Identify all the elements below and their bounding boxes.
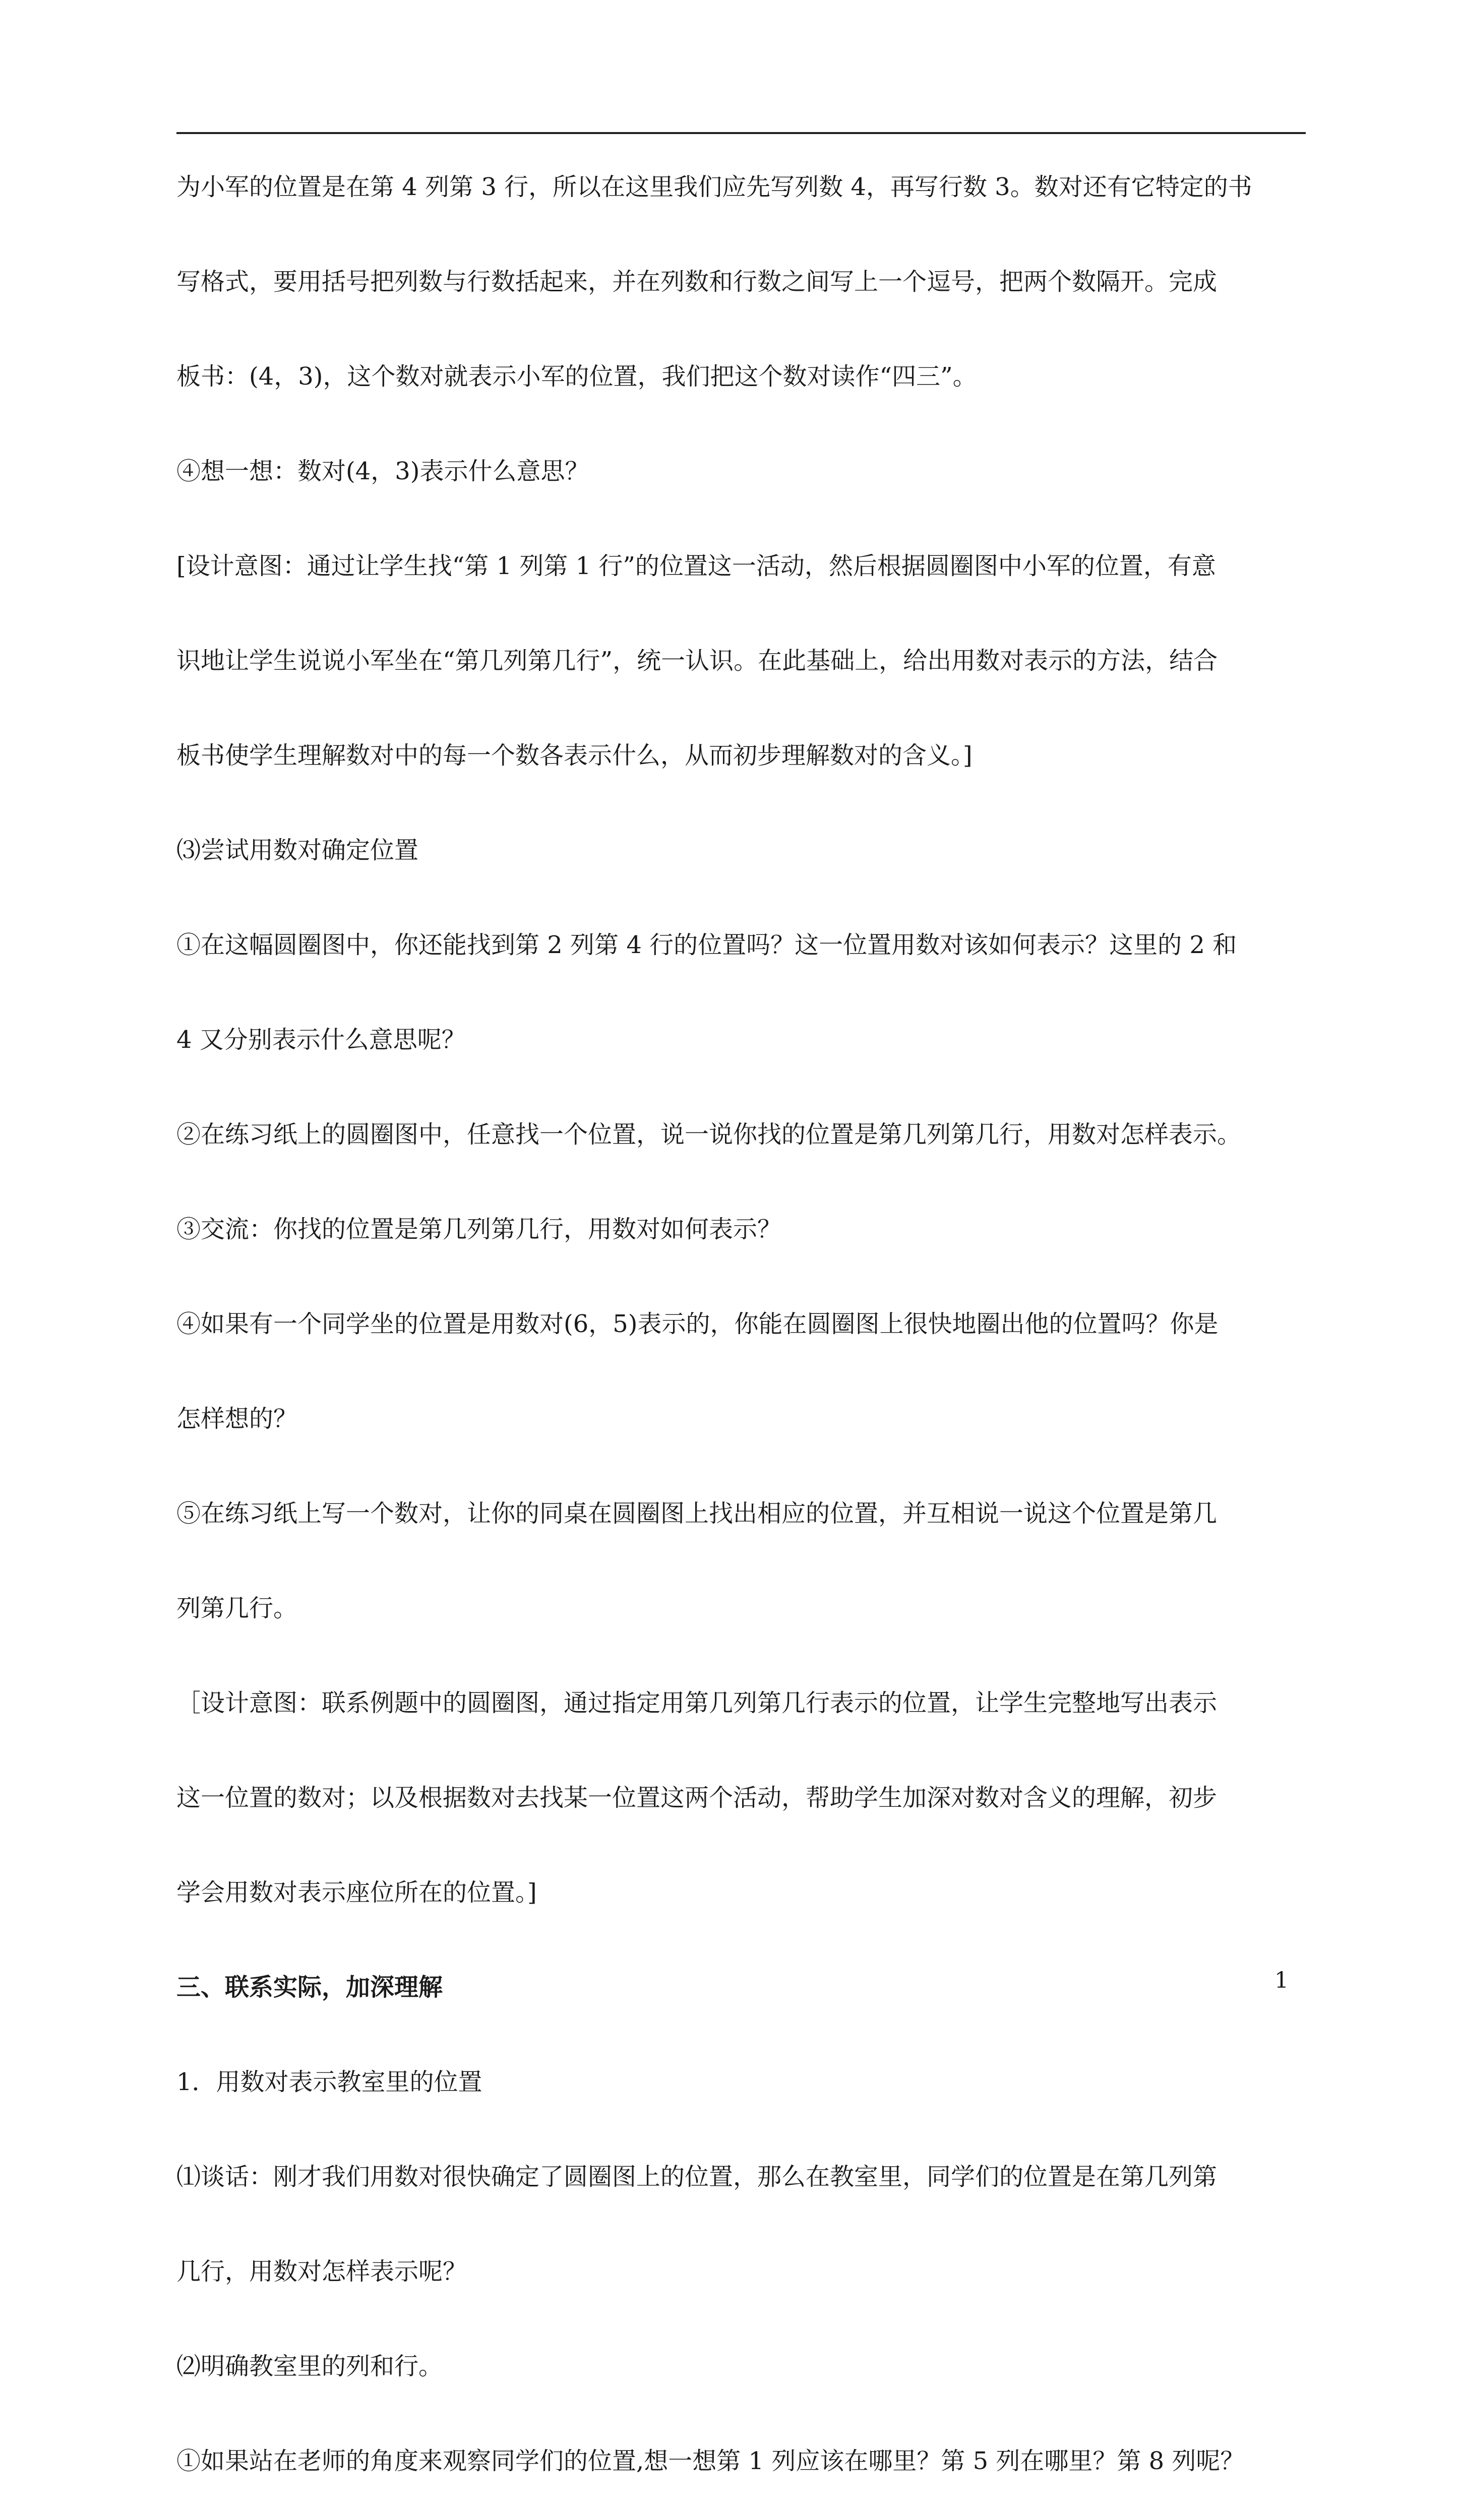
text-line: 写格式，要用括号把列数与行数括起来，并在列数和行数之间写上一个逗号，把两个数隔开。完成: [176, 268, 1218, 296]
text-line: ②在练习纸上的圆圈图中，任意找一个位置，说一说你找的位置是第几列第几行，用数对怎样表示。: [176, 1120, 1242, 1149]
text-line: ①在这幅圆圈图中，你还能找到第 2 列第 4 行的位置吗？这一位置用数对该如何表示？这里的 2 和: [176, 931, 1237, 959]
subheading: ⑵明确教室里的列和行。: [176, 2352, 443, 2380]
text-line: 怎样想的？: [176, 1405, 298, 1433]
design-intent-line: 学会用数对表示座位所在的位置。]: [176, 1878, 537, 1907]
document-body: [176, 171, 1306, 2520]
page-number: 1: [1274, 1968, 1289, 1993]
text-line: ⑴谈话：刚才我们用数对很快确定了圆圈图上的位置，那么在教室里，同学们的位置是在第几列第: [176, 2163, 1218, 2191]
text-line: 4 又分别表示什么意思呢？: [176, 1026, 466, 1054]
text-line: ④如果有一个同学坐的位置是用数对(6，5)表示的，你能在圆圈图上很快地圈出他的位置吗？你是: [176, 1310, 1219, 1338]
design-intent-line: ［设计意图：联系例题中的圆圈图，通过指定用第几列第几行表示的位置，让学生完整地写出表示: [176, 1689, 1218, 1717]
design-intent-line: [设计意图：通过让学生找“第 1 列第 1 行”的位置这一活动，然后根据圆圈图中小军的位置，有意: [176, 552, 1216, 580]
text-line: 为小军的位置是在第 4 列第 3 行，所以在这里我们应先写列数 4，再写行数 3。数对还有它特定的书: [176, 173, 1252, 201]
section-heading: 三、联系实际，加深理解: [176, 1973, 443, 2001]
text-line: ①如果站在老师的角度来观察同学们的位置,想一想第 1 列应该在哪里？第 5 列在哪里？第 8 列呢？: [176, 2447, 1245, 2475]
subheading: 1．用数对表示教室里的位置: [176, 2068, 482, 2096]
text-line: 几行，用数对怎样表示呢？: [176, 2257, 467, 2286]
design-intent-line: 识地让学生说说小军坐在“第几列第几行”，统一认识。在此基础上，给出用数对表示的方法，结合: [176, 647, 1218, 675]
header-rule: [176, 132, 1306, 134]
text-line: ⑤在练习纸上写一个数对，让你的同桌在圆圈图上找出相应的位置，并互相说一说这个位置是第几: [176, 1499, 1218, 1528]
text-line: 板书：(4，3)，这个数对就表示小军的位置，我们把这个数对读作“四三”。: [176, 362, 977, 391]
text-line: 列第几行。: [176, 1594, 298, 1622]
text-line: ④想一想：数对(4，3)表示什么意思？: [176, 457, 589, 485]
text-line: ③交流：你找的位置是第几列第几行，用数对如何表示？: [176, 1215, 782, 1243]
design-intent-line: 板书使学生理解数对中的每一个数各表示什么，从而初步理解数对的含义。]: [176, 741, 972, 770]
design-intent-line: 这一位置的数对；以及根据数对去找某一位置这两个活动，帮助学生加深对数对含义的理解，初步: [176, 1784, 1218, 1812]
subheading: ⑶尝试用数对确定位置: [176, 836, 419, 864]
